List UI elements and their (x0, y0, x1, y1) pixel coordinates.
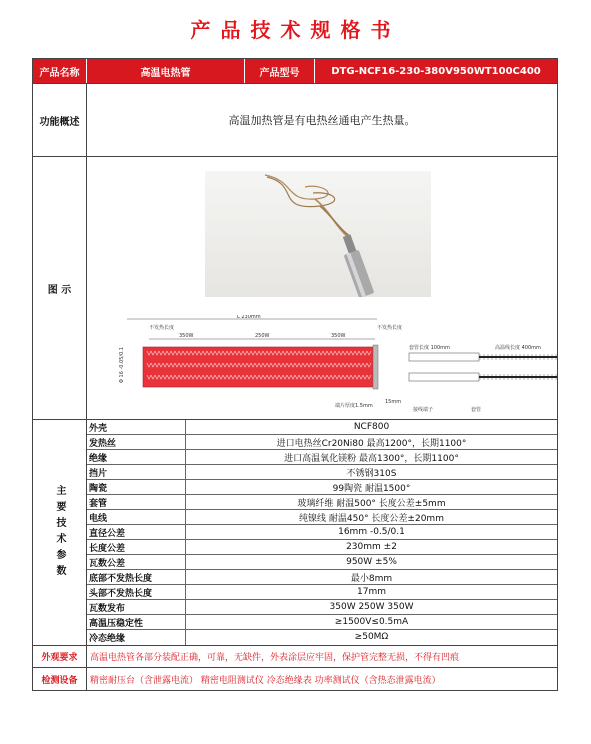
param-key: 电线 (87, 510, 186, 524)
param-key: 瓦数发布 (87, 600, 186, 614)
function-label: 功能概述 (33, 84, 87, 156)
param-row (87, 435, 557, 450)
diameter-label: Φ 16 -0.05/0.1 (119, 346, 125, 383)
param-key: 头部不发热长度 (87, 585, 186, 599)
technical-drawing (87, 315, 559, 415)
param-row (87, 450, 557, 465)
param-key: 高温压稳定性 (87, 615, 186, 629)
page-title: 产品技术规格书 (190, 18, 401, 42)
diagram-cell (87, 157, 557, 419)
testing-label: 检测设备 (33, 668, 87, 690)
param-row (87, 525, 557, 540)
product-model-label: 产品型号 (245, 59, 315, 83)
param-key: 绝缘 (87, 450, 186, 464)
sleeve-upper (409, 353, 479, 361)
param-value: 进口高温氧化镁粉 最高1300°，长期1100° (284, 453, 459, 464)
param-value: NCF800 (353, 422, 390, 432)
param-key: 挡片 (87, 465, 186, 479)
param-value: 玻璃纤维 耐温500° 长度公差±5mm (297, 498, 446, 509)
param-key: 套管 (87, 495, 186, 509)
end-length-label: 15mm (385, 399, 402, 405)
param-value: 17mm (357, 587, 386, 597)
testing-text: 精密耐压台（含泄露电流） 精密电阻测试仪 冷态绝缘表 功率测试仪（含热态泄露电流） (90, 675, 441, 686)
params-label-cell (33, 420, 87, 645)
param-value: 最小8mm (350, 573, 393, 584)
param-row (87, 480, 557, 495)
param-value: 进口电热丝Cr20Ni80 最高1200°，长期1100° (276, 438, 467, 449)
appearance-row (33, 646, 557, 668)
header-row (33, 59, 557, 84)
appearance-label: 外观要求 (33, 646, 87, 667)
param-row (87, 615, 557, 630)
param-key: 发热丝 (87, 435, 186, 449)
sleeve-label: 套管 (471, 407, 482, 413)
zone2-label: 250W (255, 333, 270, 339)
param-value: ≥50MΩ (354, 632, 389, 643)
param-row (87, 600, 557, 615)
param-value: 230mm ±2 (346, 542, 397, 552)
param-row (87, 510, 557, 525)
lead-length-label: 高温线长度 400mm (495, 345, 541, 351)
left-unheated-label: 不发热长度 (149, 325, 175, 331)
testing-row (33, 668, 557, 690)
param-row (87, 465, 557, 480)
end-plate-label: 端片厚度1.5mm (335, 403, 373, 409)
right-unheated-label: 不发热长度 (377, 325, 403, 331)
param-value: 350W 250W 350W (329, 602, 414, 612)
param-key: 瓦数公差 (87, 555, 186, 569)
param-key: 底部不发热长度 (87, 570, 186, 584)
param-row (87, 585, 557, 600)
param-key: 直径公差 (87, 525, 186, 539)
param-key: 长度公差 (87, 540, 186, 554)
params-table (87, 420, 557, 645)
total-length-label: L 230mm (237, 315, 261, 320)
param-value: 纯镍线 耐温450° 长度公差±20mm (299, 513, 444, 524)
param-key: 冷态绝缘 (87, 630, 186, 645)
product-model-value: DTG-NCF16-230-380V950WT100C400 (331, 65, 541, 77)
zone1-label: 350W (179, 333, 194, 339)
param-key: 陶瓷 (87, 480, 186, 494)
sleeve-length-label: 套管长度 100mm (409, 345, 450, 351)
param-value: 99陶瓷 耐温1500° (332, 483, 411, 494)
product-name-value: 高温电热管 (87, 59, 245, 83)
params-row (33, 420, 557, 646)
zone3-label: 350W (331, 333, 346, 339)
terminal-label: 接线端子 (413, 407, 434, 413)
param-value: 不锈钢310S (346, 468, 397, 479)
product-name-label: 产品名称 (33, 59, 87, 83)
param-row (87, 495, 557, 510)
param-key: 外壳 (87, 420, 186, 434)
params-label: 主要技术参数 (54, 484, 65, 581)
appearance-text: 高温电热管各部分装配正确，可靠，无缺件，外表涂层应牢固，保护管完整无损，不得有凹痕 (90, 653, 460, 663)
param-row (87, 555, 557, 570)
spec-sheet (32, 58, 558, 691)
param-value: 950W ±5% (346, 557, 397, 567)
diagram-row (33, 157, 557, 420)
product-photo (205, 171, 431, 297)
function-row (33, 84, 557, 157)
param-row (87, 570, 557, 585)
param-row (87, 630, 557, 645)
param-row (87, 420, 557, 435)
param-row (87, 540, 557, 555)
sleeve-lower (409, 373, 479, 381)
param-value: ≥1500V≤0.5mA (334, 617, 409, 627)
param-value: 16mm -0.5/0.1 (338, 527, 405, 537)
function-text: 高温加热管是有电热丝通电产生热量。 (228, 114, 416, 127)
diagram-label: 图 示 (33, 157, 87, 419)
